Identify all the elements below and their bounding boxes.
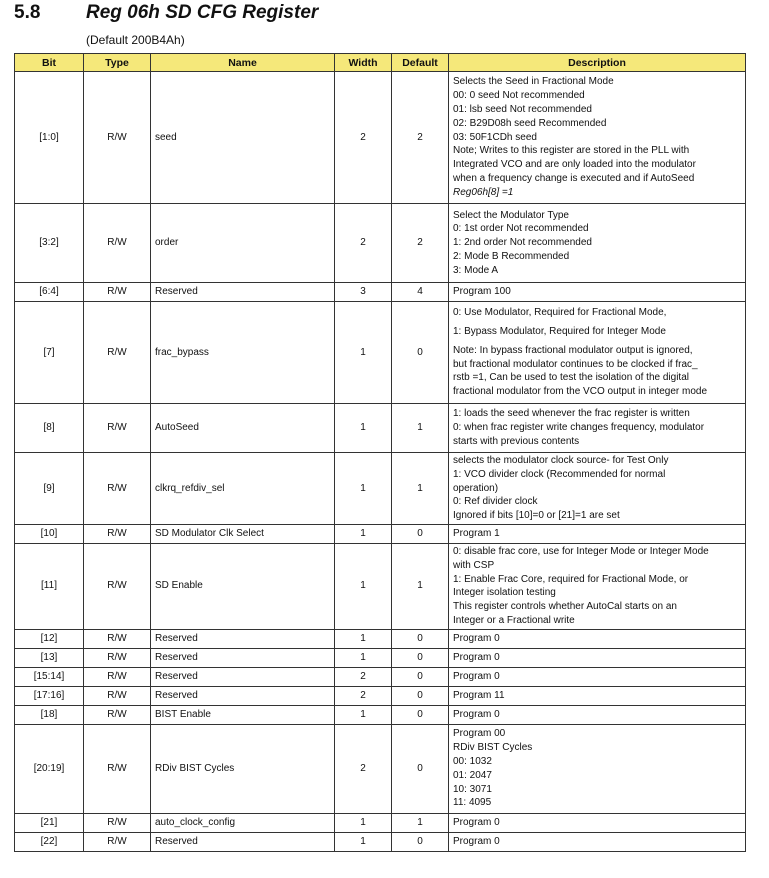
table-row	[15, 832, 746, 851]
description-line: 1: Bypass Modulator, Required for Integer Mode	[453, 325, 666, 337]
default-cell: 0	[392, 724, 449, 813]
description-line: 11: 4095	[453, 797, 492, 809]
name-cell: Reserved	[151, 686, 335, 705]
description-line: Ignored if bits [10]=0 or [21]=1 are set	[453, 510, 620, 522]
default-cell: 0	[392, 524, 449, 543]
bit-cell: [6:4]	[15, 283, 84, 302]
description-line: Program 100	[453, 286, 511, 298]
width-cell: 1	[335, 404, 392, 453]
description-line: 10: 3071	[453, 783, 492, 795]
description-line: Program 00	[453, 728, 506, 740]
default-cell: 0	[392, 648, 449, 667]
bit-cell: [10]	[15, 524, 84, 543]
name-cell: Reserved	[151, 648, 335, 667]
description-line: 1: VCO divider clock (Recommended for normal	[453, 468, 666, 480]
bit-cell: [13]	[15, 648, 84, 667]
section-title: Reg 06h SD CFG Register	[86, 2, 319, 23]
description-cell	[449, 629, 746, 648]
name-cell: SD Modulator Clk Select	[151, 524, 335, 543]
table-row	[15, 524, 746, 543]
register-table	[14, 53, 746, 852]
name-cell: Reserved	[151, 283, 335, 302]
type-cell: R/W	[84, 832, 151, 851]
default-cell: 1	[392, 453, 449, 525]
description-cell	[449, 453, 746, 525]
description-line: 0: Use Modulator, Required for Fractional Mode,	[453, 307, 667, 319]
description-cell	[449, 72, 746, 204]
default-cell: 1	[392, 813, 449, 832]
table-row	[15, 453, 746, 525]
bit-cell: [1:0]	[15, 72, 84, 204]
bit-cell: [17:16]	[15, 686, 84, 705]
description-line: 3: Mode A	[453, 264, 499, 276]
description-line: Select the Modulator Type	[453, 209, 569, 221]
table-row	[15, 629, 746, 648]
type-cell: R/W	[84, 204, 151, 283]
header-bit: Bit	[15, 54, 84, 72]
description-line: Program 11	[453, 689, 505, 701]
description-line: rstb =1, Can be used to test the isolation of the digital	[453, 372, 689, 384]
type-cell: R/W	[84, 629, 151, 648]
name-cell: frac_bypass	[151, 302, 335, 404]
description-line: Program 0	[453, 670, 500, 682]
description-line: 01: 2047	[453, 769, 492, 781]
table-row	[15, 705, 746, 724]
default-cell: 0	[392, 832, 449, 851]
description-cell	[449, 724, 746, 813]
name-cell: RDiv BIST Cycles	[151, 724, 335, 813]
width-cell: 1	[335, 453, 392, 525]
description-line: This register controls whether AutoCal starts on an	[453, 601, 677, 613]
type-cell: R/W	[84, 524, 151, 543]
description-line: selects the modulator clock source- for Test Only	[453, 455, 669, 466]
type-cell: R/W	[84, 72, 151, 204]
type-cell: R/W	[84, 283, 151, 302]
width-cell: 2	[335, 204, 392, 283]
width-cell: 2	[335, 724, 392, 813]
table-row	[15, 667, 746, 686]
width-cell: 1	[335, 302, 392, 404]
default-cell: 2	[392, 72, 449, 204]
name-cell: seed	[151, 72, 335, 204]
description-line: Program 0	[453, 632, 500, 644]
table-row	[15, 686, 746, 705]
bit-cell: [21]	[15, 813, 84, 832]
description-line: 2: Mode B Recommended	[453, 250, 570, 262]
description-cell	[449, 667, 746, 686]
default-cell: 0	[392, 705, 449, 724]
description-line: 00: 1032	[453, 755, 492, 767]
type-cell: R/W	[84, 302, 151, 404]
type-cell: R/W	[84, 705, 151, 724]
description-line: Program 1	[453, 528, 500, 540]
name-cell: clkrq_refdiv_sel	[151, 453, 335, 525]
width-cell: 2	[335, 667, 392, 686]
table-row	[15, 404, 746, 453]
width-cell: 2	[335, 72, 392, 204]
bit-cell: [3:2]	[15, 204, 84, 283]
name-cell: SD Enable	[151, 543, 335, 629]
bit-cell: [8]	[15, 404, 84, 453]
description-line: fractional modulator from the VCO output in integer mode	[453, 386, 708, 398]
width-cell: 1	[335, 832, 392, 851]
description-line: 1: loads the seed whenever the frac register is written	[453, 408, 690, 420]
description-cell	[449, 524, 746, 543]
name-cell: AutoSeed	[151, 404, 335, 453]
default-value-note: (Default 200B4Ah)	[86, 33, 185, 47]
name-cell: Reserved	[151, 629, 335, 648]
width-cell: 1	[335, 813, 392, 832]
table-row	[15, 813, 746, 832]
type-cell: R/W	[84, 813, 151, 832]
table-row	[15, 204, 746, 283]
name-cell: Reserved	[151, 667, 335, 686]
table-row	[15, 724, 746, 813]
default-cell: 4	[392, 283, 449, 302]
description-cell	[449, 404, 746, 453]
header-width: Width	[335, 54, 392, 72]
table-row	[15, 283, 746, 302]
table-row	[15, 543, 746, 629]
bit-cell: [7]	[15, 302, 84, 404]
description-line: but fractional modulator continues to be clocked if frac_	[453, 358, 698, 370]
name-cell: auto_clock_config	[151, 813, 335, 832]
description-cell	[449, 686, 746, 705]
table-header-row	[15, 54, 746, 72]
table-row	[15, 302, 746, 404]
description-line: Note; Writes to this register are stored in the PLL with	[453, 145, 690, 157]
description-cell	[449, 302, 746, 404]
description-line: Program 0	[453, 651, 500, 663]
description-line: Integer or a Fractional write	[453, 614, 575, 626]
description-line: 0: disable frac core, use for Integer Mode or Integer Mode	[453, 545, 709, 557]
description-line: 0: 1st order Not recommended	[453, 223, 589, 235]
description-line: operation)	[453, 482, 499, 494]
type-cell: R/W	[84, 453, 151, 525]
header-description: Description	[449, 54, 746, 72]
description-line: Selects the Seed in Fractional Mode	[453, 76, 614, 88]
name-cell: order	[151, 204, 335, 283]
type-cell: R/W	[84, 724, 151, 813]
width-cell: 1	[335, 543, 392, 629]
width-cell: 1	[335, 705, 392, 724]
width-cell: 1	[335, 629, 392, 648]
description-line: 03: 50F1CDh seed	[453, 131, 537, 143]
description-line: with CSP	[453, 559, 495, 571]
bit-cell: [15:14]	[15, 667, 84, 686]
description-cell	[449, 543, 746, 629]
description-line: when a frequency change is executed and if AutoSeed	[453, 172, 695, 184]
description-line: Program 0	[453, 708, 500, 720]
description-cell	[449, 648, 746, 667]
description-line: Integer isolation testing	[453, 587, 556, 599]
description-cell	[449, 705, 746, 724]
description-cell	[449, 832, 746, 851]
name-cell: Reserved	[151, 832, 335, 851]
width-cell: 1	[335, 524, 392, 543]
description-line: RDiv BIST Cycles	[453, 742, 533, 754]
bit-cell: [9]	[15, 453, 84, 525]
description-line: 1: Enable Frac Core, required for Fractional Mode, or	[453, 573, 689, 585]
default-cell: 0	[392, 302, 449, 404]
description-line: starts with previous contents	[453, 435, 580, 447]
type-cell: R/W	[84, 404, 151, 453]
description-line: 00: 0 seed Not recommended	[453, 90, 585, 102]
default-cell: 2	[392, 204, 449, 283]
description-line: Reg06h[8] =1	[453, 186, 514, 198]
table-row	[15, 648, 746, 667]
description-line: 01: lsb seed Not recommended	[453, 104, 592, 115]
type-cell: R/W	[84, 667, 151, 686]
header-default: Default	[392, 54, 449, 72]
description-line: Integrated VCO and are only loaded into the modulator	[453, 159, 696, 171]
default-cell: 1	[392, 543, 449, 629]
header-name: Name	[151, 54, 335, 72]
description-line: 02: B29D08h seed Recommended	[453, 117, 607, 129]
name-cell: BIST Enable	[151, 705, 335, 724]
description-line: 1: 2nd order Not recommended	[453, 237, 592, 249]
bit-cell: [20:19]	[15, 724, 84, 813]
width-cell: 2	[335, 686, 392, 705]
type-cell: R/W	[84, 686, 151, 705]
bit-cell: [12]	[15, 629, 84, 648]
description-line: Note: In bypass fractional modulator output is ignored,	[453, 344, 693, 356]
default-cell: 1	[392, 404, 449, 453]
header-type: Type	[84, 54, 151, 72]
type-cell: R/W	[84, 648, 151, 667]
bit-cell: [22]	[15, 832, 84, 851]
description-line: Program 0	[453, 835, 500, 847]
default-cell: 0	[392, 667, 449, 686]
bit-cell: [18]	[15, 705, 84, 724]
description-line: 0: Ref divider clock	[453, 496, 538, 508]
section-heading	[14, 2, 318, 24]
table-row	[15, 72, 746, 204]
default-cell: 0	[392, 629, 449, 648]
description-line: Program 0	[453, 816, 500, 828]
description-cell	[449, 204, 746, 283]
description-cell	[449, 813, 746, 832]
bit-cell: [11]	[15, 543, 84, 629]
description-line: 0: when frac register write changes frequency, modulator	[453, 422, 705, 434]
width-cell: 3	[335, 283, 392, 302]
width-cell: 1	[335, 648, 392, 667]
section-number: 5.8	[14, 2, 41, 23]
description-cell	[449, 283, 746, 302]
default-cell: 0	[392, 686, 449, 705]
type-cell: R/W	[84, 543, 151, 629]
